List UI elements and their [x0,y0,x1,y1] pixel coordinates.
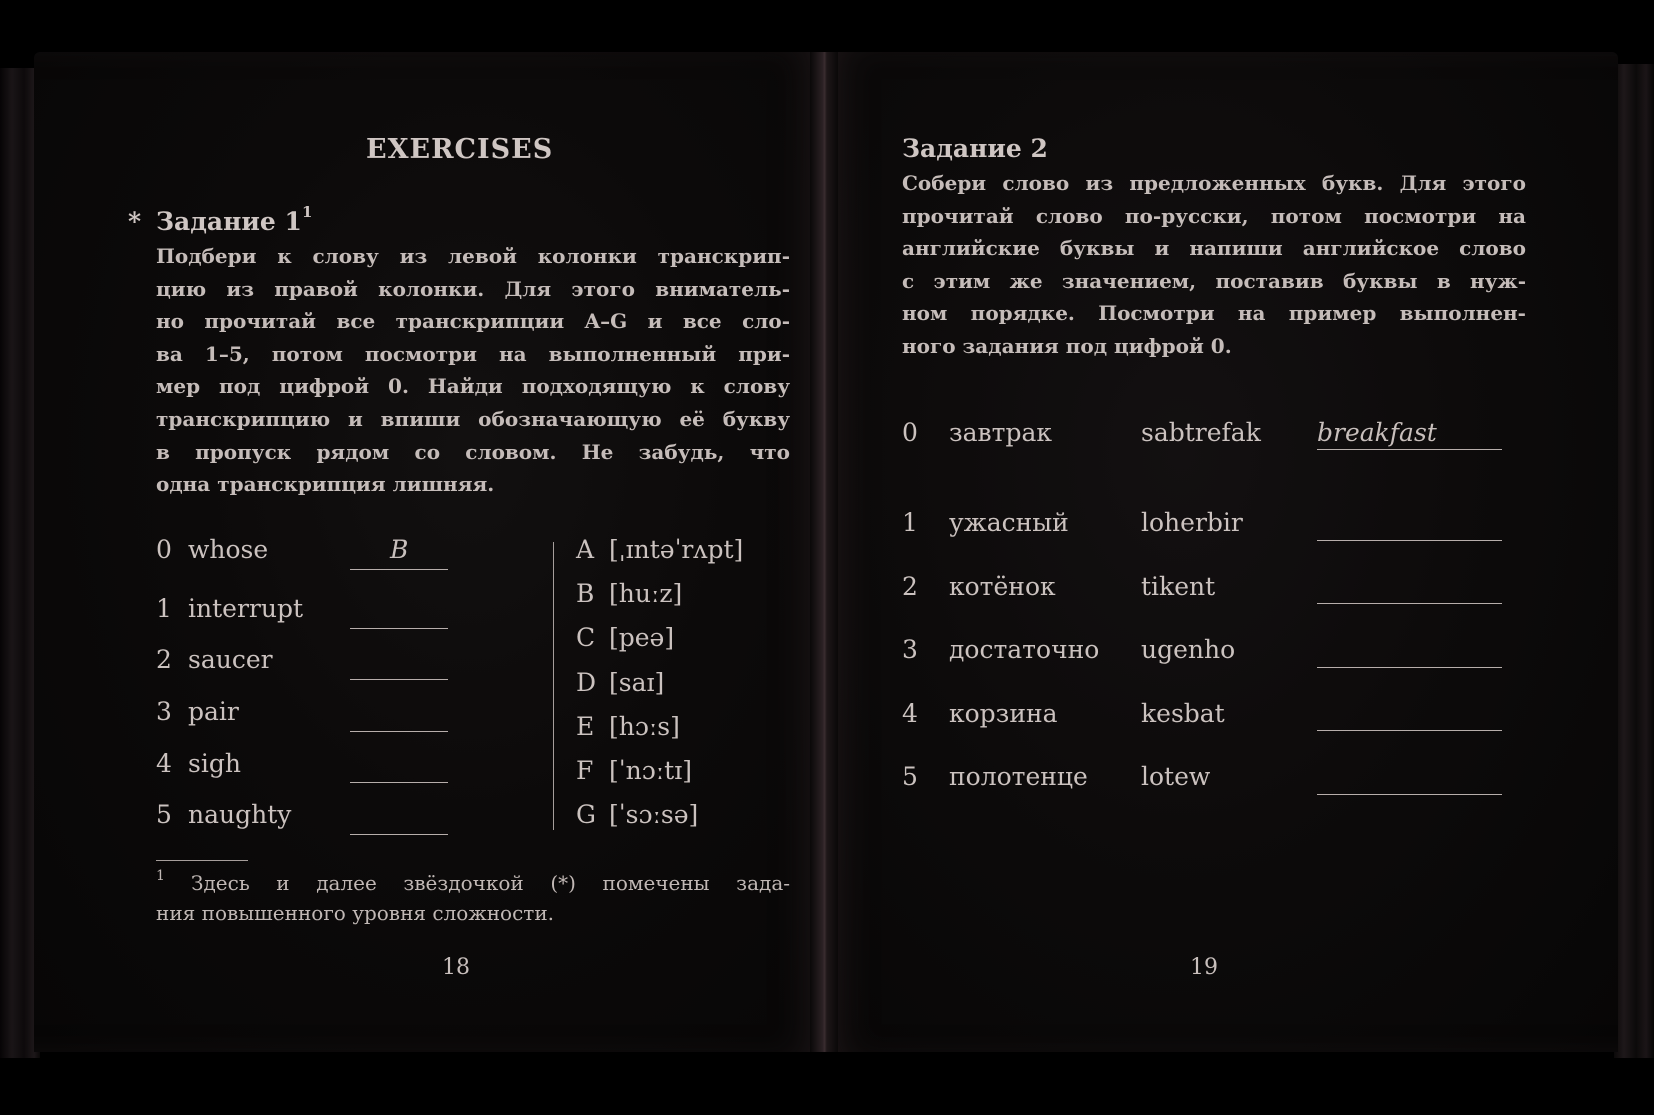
word-number: 2 [156,645,172,674]
page-number: 18 [442,955,470,980]
word-number: 5 [156,800,172,829]
russian-word: достаточно [949,635,1100,664]
instruction-line: ном порядке. Посмотри на пример выполнен- [902,301,1526,326]
transcription-letter: E [576,712,595,741]
scrambled-letters: sabtrefak [1141,418,1261,447]
instruction-line: прочитай слово по-русски, потом посмотри на [902,203,1526,228]
instruction-line: но прочитай все транскрипции A–G и все сло- [156,309,790,334]
right-page-edges [1614,64,1654,1058]
word: naughty [188,800,292,829]
instruction-line: английские буквы и напиши английское слово [902,236,1526,261]
transcription: [peə] [609,623,675,652]
word-number: 4 [156,749,172,778]
russian-word: ужасный [949,508,1069,537]
row-number: 1 [902,508,918,537]
answer-blank[interactable] [1317,667,1502,668]
row-number: 4 [902,699,918,728]
row-number: 2 [902,572,918,601]
example-answer: B [390,535,409,564]
footnote-mark: 1 [156,868,165,884]
transcription: [huːz] [609,579,683,608]
transcription-letter: C [576,623,596,652]
transcription: [hɔːs] [609,712,680,741]
instruction-line: одна транскрипция лишняя. [156,472,495,497]
instruction-line: с этим же значением, поставив буквы в нуж- [902,268,1526,293]
task-1-instruction [156,240,790,501]
left-page [34,52,824,1052]
scrambled-letters: ugenho [1141,635,1236,664]
word: whose [188,535,269,564]
task-2-title: Задание 2 [902,134,1048,163]
transcription-letter: B [576,579,595,608]
russian-word: полотенце [949,762,1088,791]
column-divider [553,542,554,830]
row-number: 3 [902,635,918,664]
answer-blank[interactable] [350,731,448,732]
page-number: 19 [1190,955,1218,980]
word: saucer [188,645,273,674]
word: pair [188,697,239,726]
task-1-title-text: Задание 1 [156,207,302,236]
instruction-line: цию из правой колонки. Для этого вниматель- [156,276,790,301]
footnote-reference: 1 [301,203,313,221]
russian-word: корзина [949,699,1058,728]
page-heading: EXERCISES [366,134,554,165]
answer-blank[interactable] [350,679,448,680]
word: interrupt [188,594,303,623]
answer-blank[interactable] [350,628,448,629]
answer-blank[interactable] [1317,449,1502,450]
row-number: 5 [902,762,918,791]
instruction-line: мер под цифрой 0. Найди подходящую к слову [156,374,790,399]
scrambled-letters: lotew [1141,762,1211,791]
scrambled-letters: tikent [1141,572,1216,601]
transcription: [ˈsɔːsə] [609,800,699,829]
row-number: 0 [902,418,918,447]
transcription-letter: F [576,756,594,785]
word-number: 0 [156,535,172,564]
instruction-line: Подбери к слову из левой колонки транскрип- [156,244,790,268]
answer-blank[interactable] [350,569,448,570]
book-spine [810,52,838,1052]
answer-blank[interactable] [1317,540,1502,541]
russian-word: котёнок [949,572,1056,601]
task-1-star: * [128,207,142,236]
word: sigh [188,749,241,778]
scrambled-letters: kesbat [1141,699,1225,728]
task-2-instruction [902,167,1526,363]
word-number: 3 [156,697,172,726]
answer-blank[interactable] [350,782,448,783]
footnote-line: Здесь и далее звёздочкой (*) помечены зада- [191,871,790,895]
transcription-letter: D [576,668,597,697]
footnote-text [156,868,790,928]
instruction-line: ного задания под цифрой 0. [902,333,1232,358]
instruction-line: транскрипцию и впиши обозначающую её букву [156,406,790,431]
transcription: [ˌɪntəˈrʌpt] [609,535,744,564]
instruction-line: в пропуск рядом со словом. Не забудь, что [156,439,790,464]
word-number: 1 [156,594,172,623]
scrambled-letters: loherbir [1141,508,1243,537]
task-1-title [156,203,313,236]
example-answer: breakfast [1317,418,1437,447]
footnote-rule [156,860,248,861]
answer-blank[interactable] [1317,730,1502,731]
transcription-letter: G [576,800,596,829]
transcription: [saɪ] [609,668,665,697]
answer-blank[interactable] [1317,603,1502,604]
transcription-letter: A [576,535,595,564]
transcription: [ˈnɔːtɪ] [609,756,692,785]
instruction-line: Собери слово из предложенных букв. Для этого [902,171,1526,195]
answer-blank[interactable] [1317,794,1502,795]
russian-word: завтрак [949,418,1052,447]
answer-blank[interactable] [350,834,448,835]
right-page [824,52,1618,1052]
footnote-line: ния повышенного уровня сложности. [156,901,555,925]
instruction-line: ва 1–5, потом посмотри на выполненный при- [156,341,790,366]
